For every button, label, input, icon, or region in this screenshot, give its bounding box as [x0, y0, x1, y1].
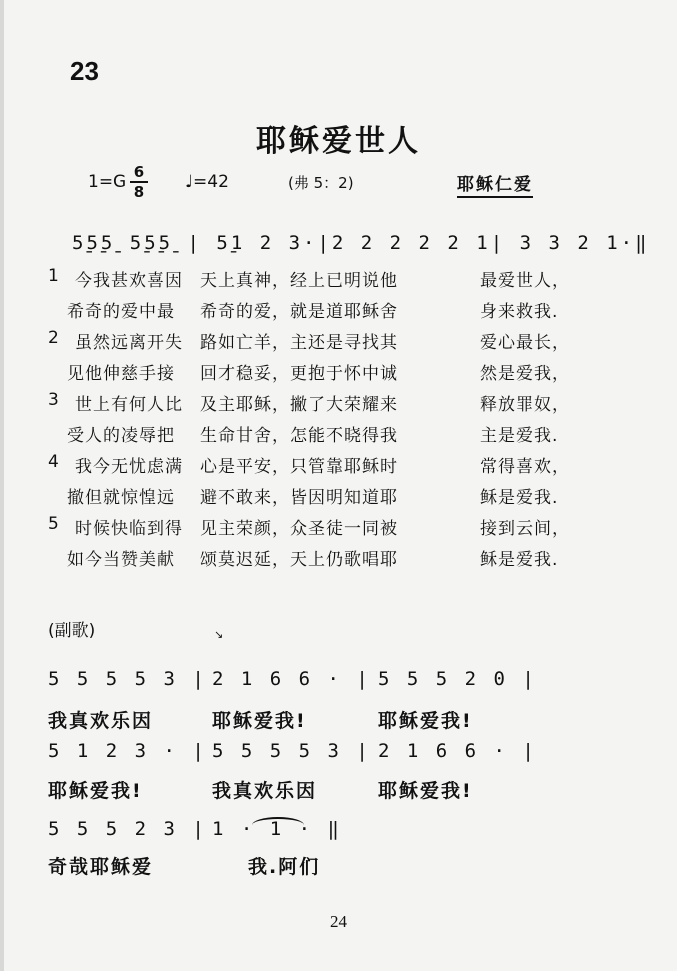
verse-lyric-segment: 及主耶稣，撇了大荣耀来: [200, 395, 398, 415]
refrain-notes: 5 5 5 5 3 |: [48, 668, 207, 690]
refrain-notes: 2 1 6 6 · |: [212, 668, 371, 690]
refrain-notes: 5 5 5 2 3 |: [48, 818, 207, 840]
verse-lyric-segment: 稣是爱我.: [480, 550, 559, 570]
verse-lyric-segment: 避不敢来，皆因明知道耶: [200, 488, 398, 508]
refrain-lyric: 我.阿们: [248, 856, 321, 878]
refrain-lyric: 我真欢乐因: [48, 710, 154, 732]
refrain-notes: 5 1 2 3 · |: [48, 740, 207, 762]
verse-lyric-segment: 希奇的爱中最: [67, 302, 175, 322]
verse-number: 5: [48, 514, 59, 534]
hymn-title: 耶稣爱世人: [256, 124, 421, 159]
verse-number: 2: [48, 328, 59, 348]
verse-lyric-segment: 撤但就惊惶远: [67, 488, 175, 508]
verse-number: 1: [48, 266, 59, 286]
scan-speck: ↘: [214, 628, 224, 641]
verse-lyric-segment: 世上有何人比: [75, 395, 183, 415]
time-top: 6: [133, 163, 145, 181]
refrain-lyric: 耶稣爱我!: [212, 710, 307, 732]
verse-lyric-segment: 见他伸慈手接: [67, 364, 175, 384]
refrain-lyric: 耶稣爱我!: [48, 780, 143, 802]
verse-lyric-segment: 释放罪奴，: [480, 395, 570, 415]
page-number: 24: [330, 912, 347, 931]
verse-lyric-segment: 回才稳妥，更抱于怀中诚: [200, 364, 398, 384]
verse-lyric-segment: 天上真神，经上已明说他: [200, 271, 398, 291]
verse-lyric-segment: 生命甘舍，怎能不晓得我: [200, 426, 398, 446]
scripture-reference: (弗 5：2): [288, 174, 354, 192]
verse-lyric-segment: 接到云间，: [480, 519, 570, 539]
refrain-label: (副歌): [48, 621, 96, 641]
verse-lyric-segment: 希奇的爱，就是道耶稣舍: [200, 302, 398, 322]
refrain-lyric: 耶稣爱我!: [378, 710, 473, 732]
verse-lyric-segment: 最爱世人，: [480, 271, 570, 291]
time-signature: [130, 164, 148, 200]
refrain-notes: 2 1 6 6 · |: [378, 740, 537, 762]
hymn-number: 23: [70, 56, 99, 86]
key-signature: 1=G: [88, 172, 127, 192]
tune-name: 耶稣仁爱: [457, 170, 533, 198]
time-bottom: 8: [133, 183, 145, 201]
refrain-lyric: 奇哉耶稣爱: [48, 856, 154, 878]
verse-lyric-segment: 如今当赞美献: [67, 550, 175, 570]
verse-lyric-segment: 路如亡羊，主还是寻找其: [200, 333, 398, 353]
refrain-notes: 5 5 5 5 3 |: [212, 740, 371, 762]
verse-lyric-segment: 爱心最长，: [480, 333, 570, 353]
verse-lyric-segment: 颂莫迟延，天上仍歌唱耶: [200, 550, 398, 570]
verse-lyric-segment: 受人的凌辱把: [67, 426, 175, 446]
verse-lyric-segment: 常得喜欢，: [480, 457, 570, 477]
tie-mark: [252, 817, 304, 833]
verse-lyric-segment: 见主荣颜，众圣徒一同被: [200, 519, 398, 539]
refrain-lyric: 我真欢乐因: [212, 780, 318, 802]
verse-notation: 5̱5̱5̱ 5̱5̱5̱ | 5̱1 2 3·|2 2 2 2 2 1| 3 3 2 1·‖: [72, 232, 650, 254]
verse-lyric-segment: 时候快临到得: [75, 519, 183, 539]
verse-lyric-segment: 今我甚欢喜因: [75, 271, 183, 291]
verse-lyric-segment: 然是爱我，: [480, 364, 570, 384]
verse-lyric-segment: 心是平安，只管靠耶稣时: [200, 457, 398, 477]
verse-lyric-segment: 身来救我.: [480, 302, 559, 322]
verse-number: 4: [48, 452, 59, 472]
verse-lyric-segment: 主是爱我.: [480, 426, 559, 446]
refrain-notes: 5 5 5 2 0 |: [378, 668, 537, 690]
tempo-marking: ♩=42: [185, 172, 229, 192]
refrain-notes: 1 · 1 · ‖: [212, 818, 342, 840]
verse-lyric-segment: 我今无忧虑满: [75, 457, 183, 477]
verse-lyric-segment: 稣是爱我.: [480, 488, 559, 508]
refrain-lyric: 耶稣爱我!: [378, 780, 473, 802]
verse-lyric-segment: 虽然远离开失: [75, 333, 183, 353]
verse-number: 3: [48, 390, 59, 410]
